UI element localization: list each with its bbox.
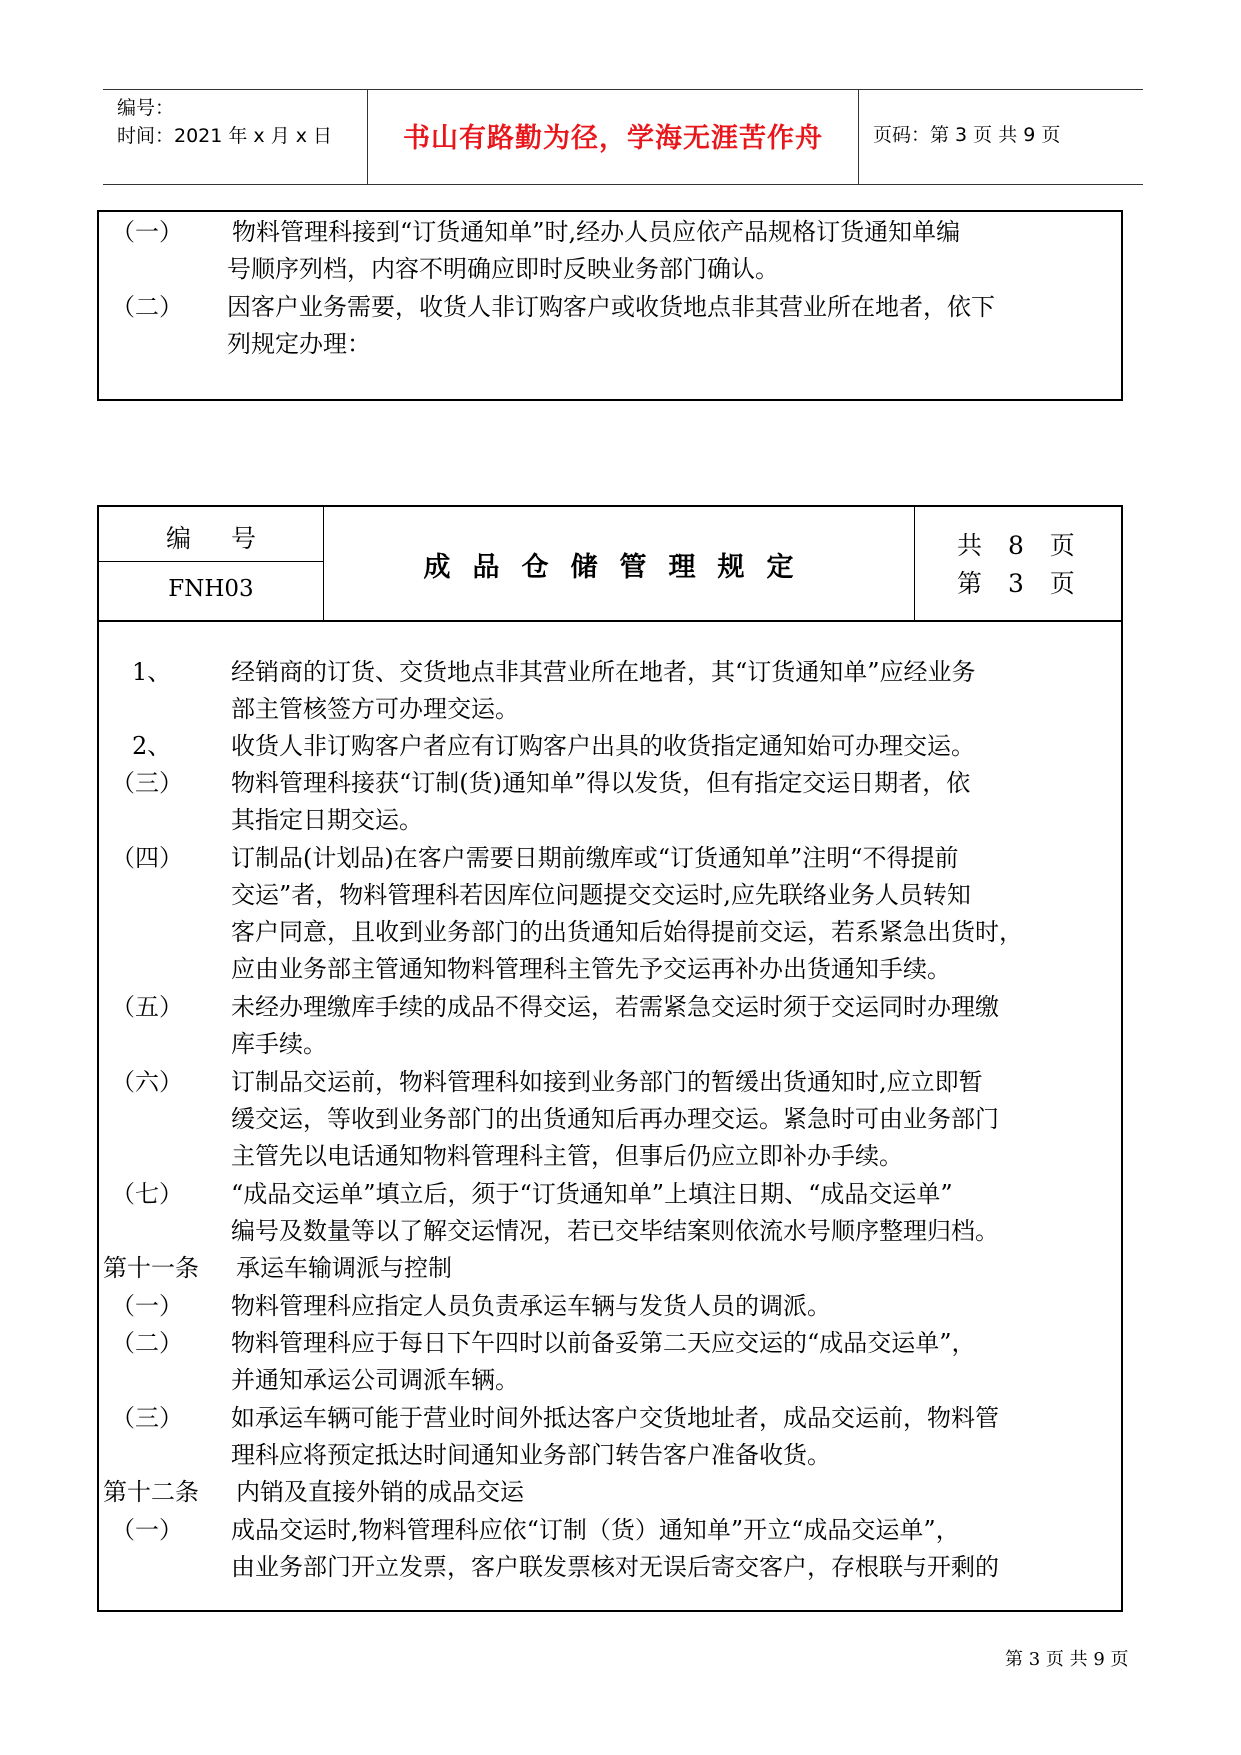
item-line: 订制品交运前，物料管理科如接到业务部门的暂缓出货通知时,应立即暂 — [231, 1068, 983, 1096]
item-label: 2、 — [132, 732, 172, 760]
item-label: （一） — [111, 1292, 183, 1320]
item-line: 客户同意，且收到业务部门的出货通知后始得提前交运，若系紧急出货时， — [231, 918, 1023, 946]
item-line: 部主管核签方可办理交运。 — [231, 695, 519, 723]
article-label: 第十二条 — [103, 1478, 199, 1506]
page-footer: 第 3 页 共 9 页 — [1005, 1649, 1129, 1670]
item-line: 成品交运时,物料管理科应依“订制（货）通知单”开立“成品交运单”， — [231, 1516, 960, 1544]
item-label: （二） — [111, 293, 183, 321]
header-page-label: 页码：第 3 页 共 9 页 — [873, 124, 1061, 146]
item-line: 号顺序列档，内容不明确应即时反映业务部门确认。 — [227, 255, 779, 283]
item-label: （六） — [111, 1068, 183, 1096]
item-label: （一） — [111, 218, 183, 246]
continuation-box — [97, 210, 1123, 401]
doc-code: FNH03 — [168, 576, 254, 602]
page-header — [103, 89, 1143, 185]
item-label: （三） — [111, 769, 183, 797]
regulation-box — [97, 505, 1123, 1612]
item-label: （五） — [111, 993, 183, 1021]
item-line: 因客户业务需要，收货人非订购客户或收货地点非其营业所在地者，依下 — [227, 293, 995, 321]
doc-title: 成品仓储管理规定 — [423, 552, 816, 583]
item-line: 物料管理科应于每日下午四时以前备妥第二天应交运的“成品交运单”， — [231, 1329, 976, 1357]
item-line: 库手续。 — [231, 1030, 327, 1058]
doc-page-count — [957, 527, 1075, 603]
item-line: 编号及数量等以了解交运情况，若已交毕结案则依流水号顺序整理归档。 — [231, 1217, 999, 1245]
item-line: 如承运车辆可能于营业时间外抵达客户交货地址者，成品交运前，物料管 — [231, 1404, 999, 1432]
item-label: （三） — [111, 1404, 183, 1432]
header-divider — [323, 507, 324, 620]
article-label: 第十一条 — [103, 1254, 199, 1282]
header-meta — [117, 94, 367, 150]
item-line: 应由业务部主管通知物料管理科主管先予交运再补办出货通知手续。 — [231, 955, 951, 983]
item-line: 并通知承运公司调派车辆。 — [231, 1366, 519, 1394]
header-divider — [99, 561, 323, 562]
item-line: 缓交运，等收到业务部门的出货通知后再办理交运。紧急时可由业务部门 — [231, 1105, 999, 1133]
item-line: 订制品(计划品)在客户需要日期前缴库或“订货通知单”注明“不得提前 — [231, 844, 959, 872]
item-label: （四） — [111, 844, 183, 872]
item-line: 交运”者，物料管理科若因库位问题提交交运时,应先联络业务人员转知 — [231, 881, 971, 909]
item-label: （七） — [111, 1180, 183, 1208]
document-header — [99, 507, 1121, 622]
doc-number-label: 编号 — [165, 524, 296, 553]
item-line: 未经办理缴库手续的成品不得交运，若需紧急交运时须于交运同时办理缴 — [231, 993, 999, 1021]
item-line: 由业务部门开立发票，客户联发票核对无误后寄交客户，存根联与开剩的 — [231, 1553, 999, 1581]
article-title: 内销及直接外销的成品交运 — [236, 1478, 524, 1506]
item-label: （二） — [111, 1329, 183, 1357]
item-label: （一） — [111, 1516, 183, 1544]
article-title: 承运车输调派与控制 — [236, 1254, 452, 1282]
item-line: 理科应将预定抵达时间通知业务部门转告客户准备收货。 — [231, 1441, 831, 1469]
header-divider — [914, 507, 915, 620]
item-line: 列规定办理： — [227, 330, 371, 358]
item-line: 物料管理科应指定人员负责承运车辆与发货人员的调派。 — [231, 1292, 831, 1320]
number-label: 编号： — [117, 97, 175, 119]
header-divider — [858, 90, 859, 184]
item-line: “成品交运单”填立后，须于“订货通知单”上填注日期、“成品交运单” — [231, 1180, 953, 1208]
doc-current-page: 第 3 页 — [957, 569, 1075, 598]
item-line: 其指定日期交运。 — [231, 806, 423, 834]
time-label: 时间：2021 年 x 月 x 日 — [117, 125, 333, 147]
header-motto: 书山有路勤为径，学海无涯苦作舟 — [403, 123, 823, 154]
doc-total-pages: 共 8 页 — [957, 531, 1075, 560]
item-line: 物料管理科接到“订货通知单”时,经办人员应依产品规格订货通知单编 — [232, 218, 961, 246]
item-line: 物料管理科接获“订制(货)通知单”得以发货，但有指定交运日期者，依 — [231, 769, 971, 797]
item-line: 经销商的订货、交货地点非其营业所在地者，其“订货通知单”应经业务 — [231, 658, 976, 686]
item-line: 主管先以电话通知物料管理科主管，但事后仍应立即补办手续。 — [231, 1142, 903, 1170]
item-line: 收货人非订购客户者应有订购客户出具的收货指定通知始可办理交运。 — [231, 732, 975, 760]
item-label: 1、 — [132, 658, 172, 686]
